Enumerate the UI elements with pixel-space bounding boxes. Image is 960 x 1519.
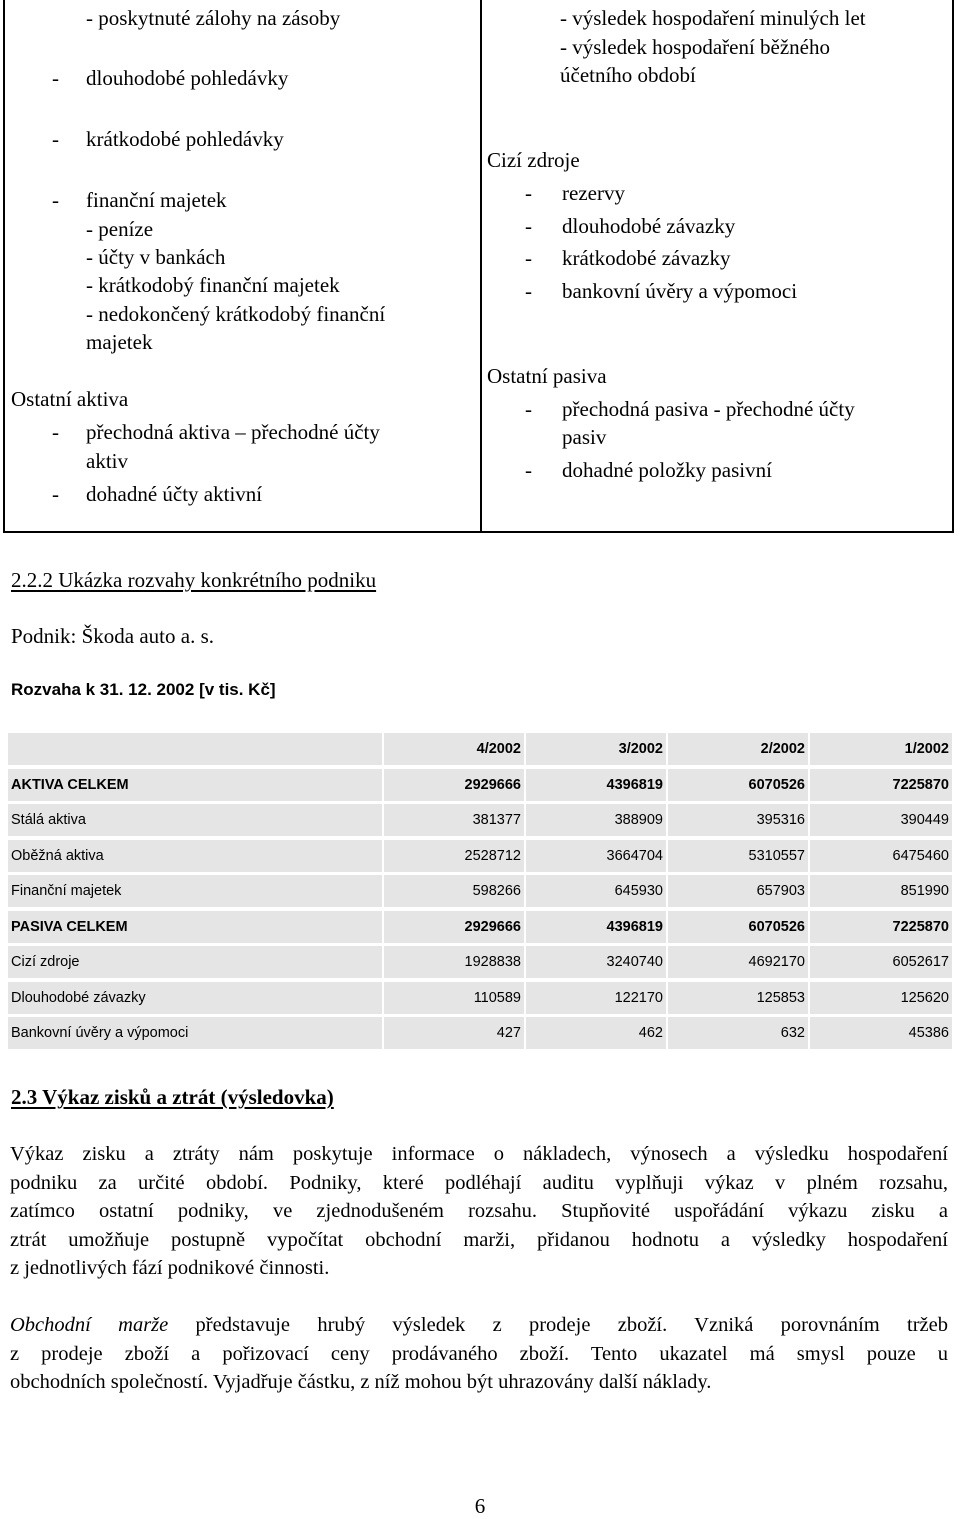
table-cell: 125853 <box>668 982 808 1014</box>
table-cell: 125620 <box>810 982 952 1014</box>
table-row <box>8 840 952 876</box>
paragraph-line: Výkaz zisku a ztráty nám poskytuje informace o nákladech, výnosech a výsledku hospodaření <box>10 1143 948 1165</box>
table-cell: 3664704 <box>526 840 666 872</box>
left-line: - nedokončený krátkodobý finanční <box>86 302 386 326</box>
right-line: bankovní úvěry a výpomoci <box>562 279 798 303</box>
dash: - <box>525 279 532 303</box>
table-cell: 7225870 <box>810 911 952 943</box>
table-cell: 3240740 <box>526 946 666 978</box>
left-line: - krátkodobý finanční majetek <box>86 273 340 297</box>
right-line: účetního období <box>560 63 696 87</box>
dash: - <box>525 181 532 205</box>
right-line: dlouhodobé závazky <box>562 214 736 238</box>
table-header-cell: 2/2002 <box>668 733 808 765</box>
table-cell: 5310557 <box>668 840 808 872</box>
table-header-cell: 1/2002 <box>810 733 952 765</box>
right-line: - výsledek hospodaření minulých let <box>560 6 866 30</box>
section-heading-23: 2.3 Výkaz zisků a ztrát (výsledovka) <box>11 1085 334 1109</box>
table-cell: 4396819 <box>526 911 666 943</box>
table-cell: 657903 <box>668 875 808 907</box>
right-line: - výsledek hospodaření běžného <box>560 35 830 59</box>
table-cell: 6070526 <box>668 769 808 801</box>
table-row-label: Bankovní úvěry a výpomoci <box>8 1017 382 1049</box>
table-cell: 645930 <box>526 875 666 907</box>
left-line: finanční majetek <box>86 188 227 212</box>
paragraph-line: z prodeje zboží a pořizovací ceny prodávaného zboží. Tento ukazatel má smysl pouze u <box>10 1342 948 1365</box>
right-line: pasiv <box>562 425 607 449</box>
table-cell: 110589 <box>384 982 524 1014</box>
left-line: - účty v bankách <box>86 245 226 269</box>
left-line: majetek <box>86 330 153 354</box>
table-cell: 632 <box>668 1017 808 1049</box>
table-row-label: Stálá aktiva <box>8 804 382 836</box>
table-header-cell: 4/2002 <box>384 733 524 765</box>
dash: - <box>525 397 532 421</box>
left-heading: Ostatní aktiva <box>11 387 129 411</box>
dash: - <box>525 246 532 270</box>
paragraph-line: ztrát umožňuje postupně vypočítat obchodní marži, přidanou hodnotu a výsledky hospodaření <box>10 1228 948 1251</box>
table-cell: 2929666 <box>384 769 524 801</box>
table-cell: 598266 <box>384 875 524 907</box>
paragraph-1 <box>10 1140 948 1283</box>
left-line: - peníze <box>86 217 154 241</box>
paragraph-text: představuje hrubý výsledek z prodeje zboží. Vzniká porovnáním tržeb <box>168 1314 948 1336</box>
left-line: dlouhodobé pohledávky <box>86 66 289 90</box>
page-number: 6 <box>474 1494 486 1518</box>
right-line: krátkodobé závazky <box>562 246 731 270</box>
paragraph-line: podniku za určité období. Podniky, které podléhají auditu vyplňuji výkaz v plném rozsahu, <box>10 1171 948 1194</box>
table-row-label: Cizí zdroje <box>8 946 382 978</box>
paragraph-2 <box>10 1311 948 1397</box>
table-cell: 45386 <box>810 1017 952 1049</box>
balance-table <box>8 733 952 1053</box>
table-row <box>8 911 952 947</box>
dash: - <box>52 482 59 506</box>
dash: - <box>52 420 59 444</box>
column-divider <box>480 0 482 531</box>
table-cell: 2929666 <box>384 911 524 943</box>
table-header-cell <box>8 733 382 765</box>
term-obchodni-marze: Obchodní marže <box>10 1314 169 1336</box>
table-row-label: Finanční majetek <box>8 875 382 907</box>
left-line: přechodná aktiva – přechodné účty <box>86 420 380 444</box>
table-cell: 7225870 <box>810 769 952 801</box>
right-line: dohadné položky pasivní <box>562 458 772 482</box>
balance-title: Rozvaha k 31. 12. 2002 [v tis. Kč] <box>11 680 276 699</box>
table-header-row <box>8 733 952 769</box>
table-cell: 381377 <box>384 804 524 836</box>
table-header-cell: 3/2002 <box>526 733 666 765</box>
paragraph-line: zatímco ostatní podniky, ve zjednodušeném rozsahu. Stupňovité uspořádání výkazu zisku a <box>10 1200 948 1222</box>
table-row-label: Oběžná aktiva <box>8 840 382 872</box>
left-line: aktiv <box>86 449 128 473</box>
paragraph-line: z jednotlivých fází podnikové činnosti. <box>10 1257 330 1279</box>
section-heading-222: 2.2.2 Ukázka rozvahy konkrétního podniku <box>11 568 377 592</box>
table-row <box>8 769 952 805</box>
right-heading: Cizí zdroje <box>487 148 580 172</box>
table-row-label: Dlouhodobé závazky <box>8 982 382 1014</box>
dash: - <box>52 188 59 212</box>
company-name: Podnik: Škoda auto a. s. <box>11 624 214 648</box>
table-cell: 1928838 <box>384 946 524 978</box>
table-cell: 6052617 <box>810 946 952 978</box>
table-cell: 4396819 <box>526 769 666 801</box>
table-cell: 851990 <box>810 875 952 907</box>
right-heading: Ostatní pasiva <box>487 364 607 388</box>
table-row <box>8 804 952 840</box>
table-cell: 2528712 <box>384 840 524 872</box>
table-cell: 6475460 <box>810 840 952 872</box>
table-row <box>8 946 952 982</box>
dash: - <box>52 66 59 90</box>
table-cell: 6070526 <box>668 911 808 943</box>
dash: - <box>525 214 532 238</box>
table-row-label: PASIVA CELKEM <box>8 911 382 943</box>
table-cell: 390449 <box>810 804 952 836</box>
table-cell: 122170 <box>526 982 666 1014</box>
table-cell: 427 <box>384 1017 524 1049</box>
table-row <box>8 875 952 911</box>
left-line: krátkodobé pohledávky <box>86 127 284 151</box>
table-cell: 4692170 <box>668 946 808 978</box>
table-row <box>8 982 952 1018</box>
paragraph-line: obchodních společností. Vyjadřuje částku, z níž mohou být uhrazovány další náklady. <box>10 1371 712 1393</box>
left-line: - poskytnuté zálohy na zásoby <box>86 6 341 30</box>
paragraph-line <box>10 1311 948 1340</box>
table-row <box>8 1017 952 1053</box>
left-line: dohadné účty aktivní <box>86 482 263 506</box>
table-cell: 462 <box>526 1017 666 1049</box>
table-cell: 388909 <box>526 804 666 836</box>
right-line: přechodná pasiva - přechodné účty <box>562 397 855 421</box>
table-row-label: AKTIVA CELKEM <box>8 769 382 801</box>
table-cell: 395316 <box>668 804 808 836</box>
dash: - <box>52 127 59 151</box>
dash: - <box>525 458 532 482</box>
right-line: rezervy <box>562 181 625 205</box>
